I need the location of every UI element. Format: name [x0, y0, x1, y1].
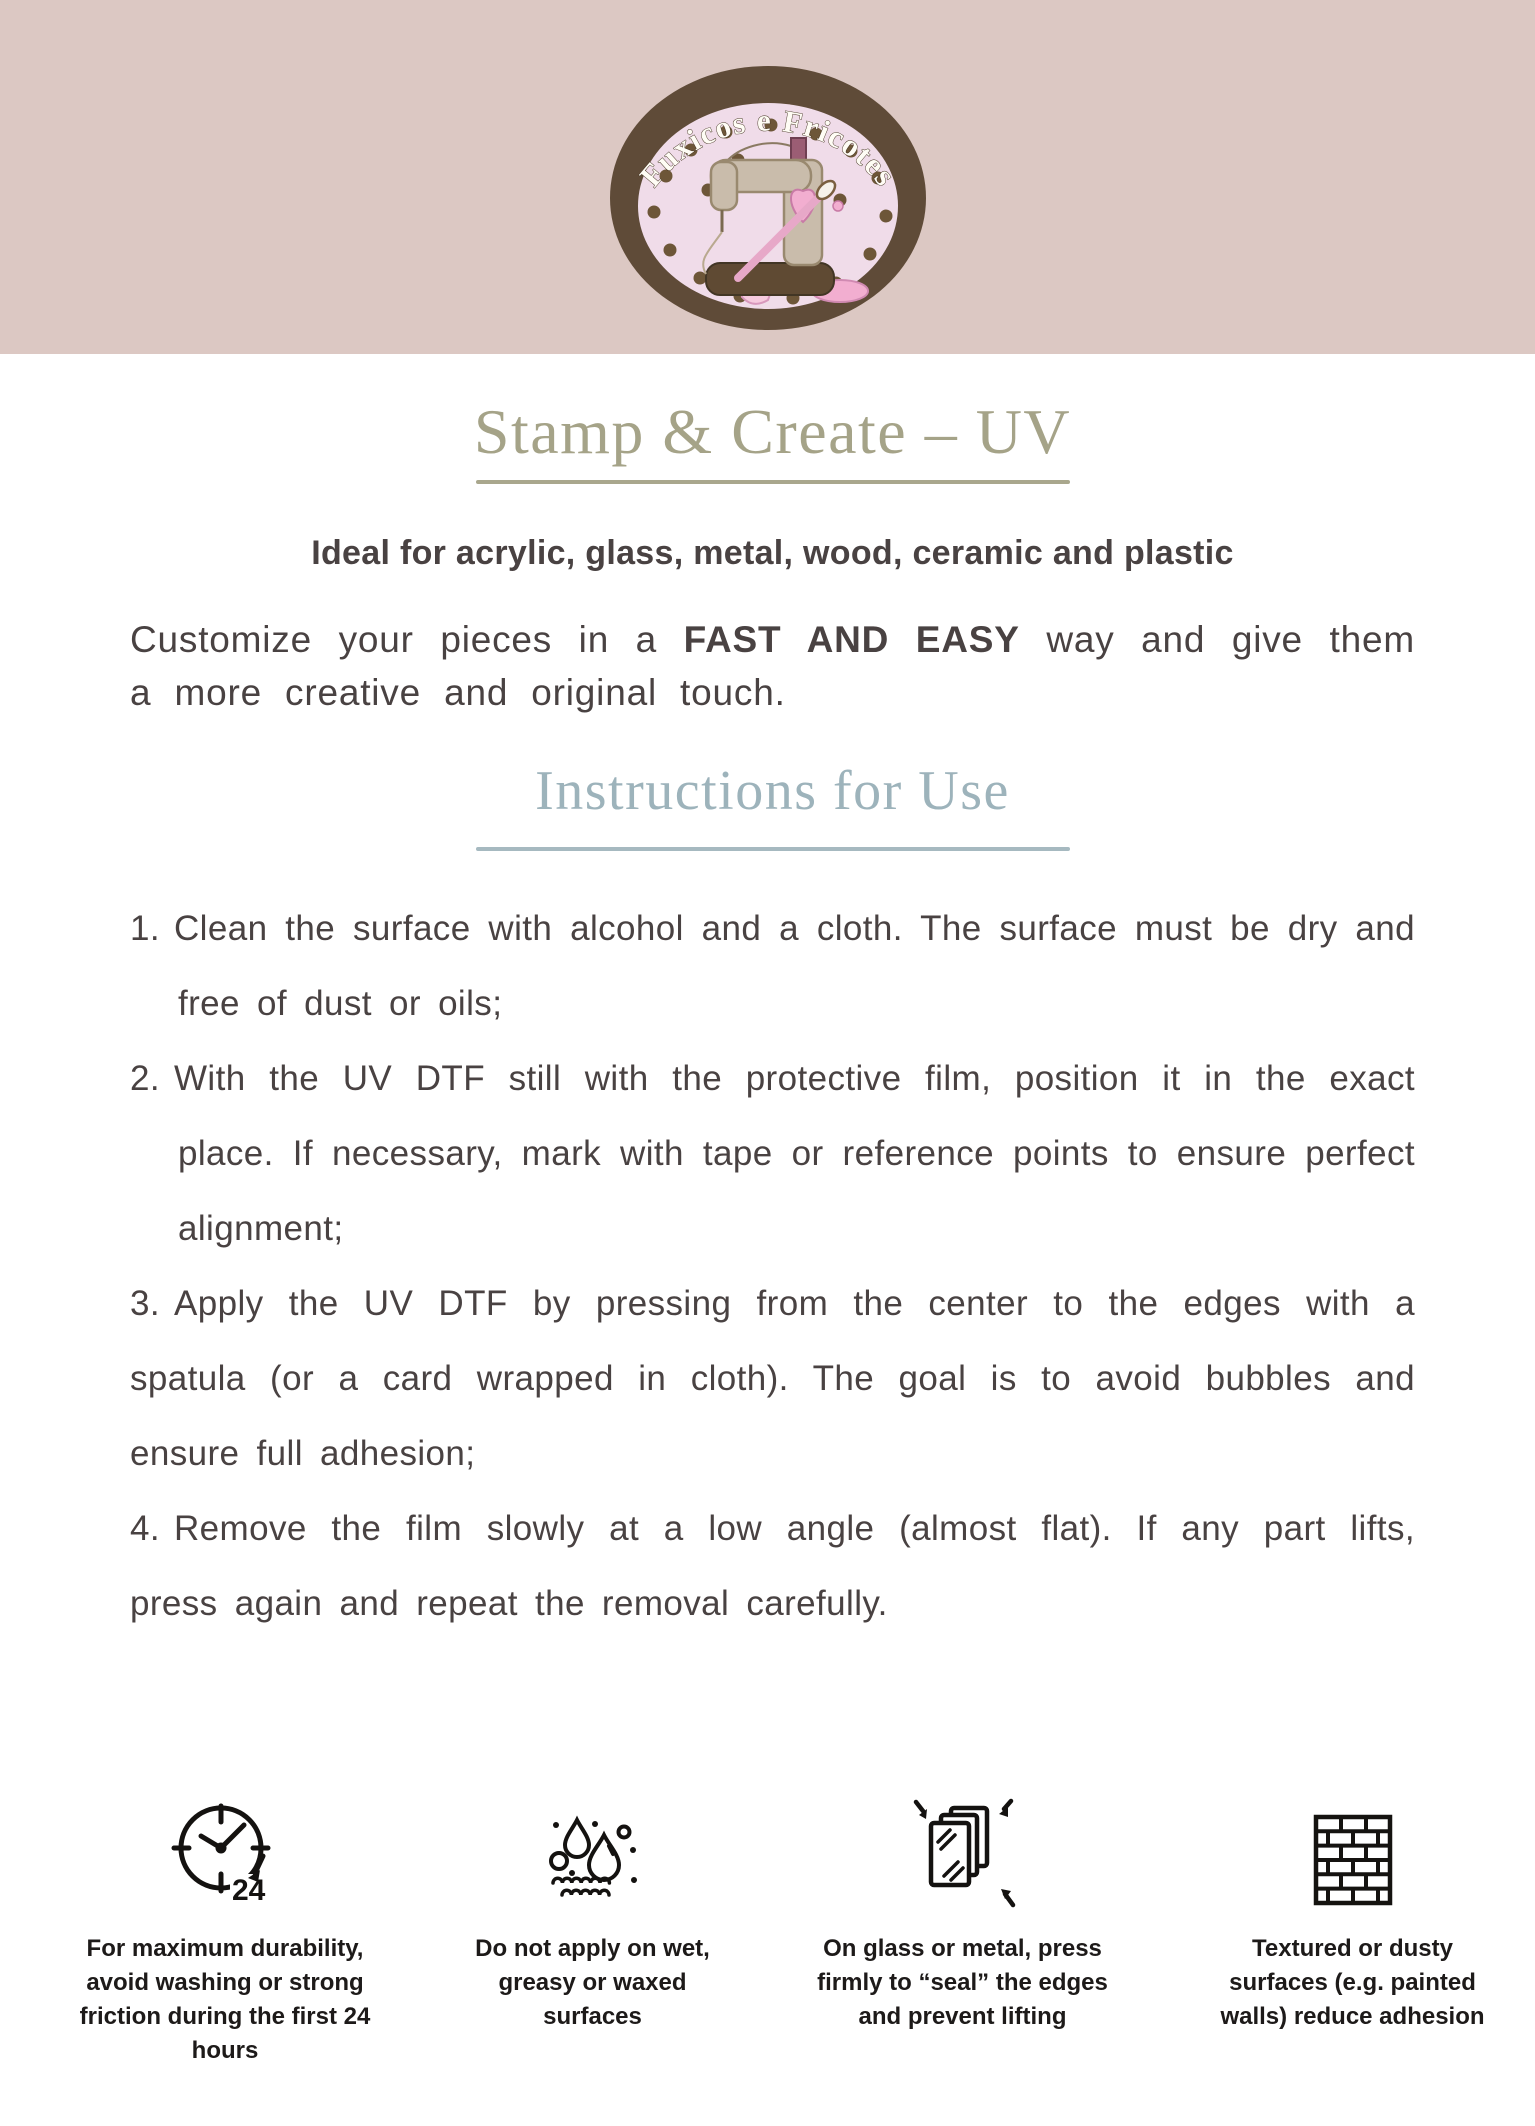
care-caption: Do not apply on wet, greasy or waxed surfaces: [475, 1935, 710, 2030]
brick-wall-icon: [1307, 1810, 1399, 1910]
glass-panels-icon: [907, 1798, 1019, 1910]
care-item-durability: [75, 1788, 375, 2068]
instructions-heading: Instructions for Use: [535, 760, 1010, 822]
clock-24-label: 24: [232, 1874, 266, 1907]
instructions-list: [130, 891, 1415, 1641]
care-item-wet-surfaces: [460, 1788, 725, 2068]
brand-name: Fuxicos e Fricotes: [632, 102, 904, 193]
instructions-underline: [476, 847, 1070, 851]
intro-text-post: way and give them a more creative and original touch.: [130, 619, 1415, 713]
subtitle: Ideal for acrylic, glass, metal, wood, ceramic and plastic: [311, 534, 1234, 572]
care-caption: On glass or metal, press firmly to “seal” the edges and prevent lifting: [817, 1935, 1108, 2030]
main-content: [0, 396, 1535, 1641]
title-underline: [476, 480, 1070, 484]
care-item-glass-metal: [810, 1788, 1115, 2068]
care-icons-row: [0, 1788, 1535, 2068]
list-item-text: Clean the surface with alcohol and a cloth. The surface must be dry and free of dust or oils;: [174, 909, 1415, 1023]
list-item-number: 1.: [130, 909, 160, 948]
page-title: Stamp & Create – UV: [473, 396, 1072, 467]
list-item-number: 2.: [130, 1059, 160, 1098]
brand-logo: [588, 50, 948, 342]
list-item-number: 4.: [130, 1509, 160, 1548]
clock-24-icon: [166, 1798, 284, 1910]
list-item: [130, 1491, 1415, 1641]
list-item-number: 3.: [130, 1284, 160, 1323]
list-item: [130, 891, 1415, 1041]
list-item-text: With the UV DTF still with the protective film, position it in the exact place. If necessary, mark with tape or reference points to ensure perfect alignment;: [174, 1059, 1415, 1248]
list-item: [130, 1041, 1415, 1266]
care-item-textured-surfaces: [1200, 1788, 1505, 2068]
intro-paragraph: [130, 613, 1415, 719]
intro-text-pre: Customize your pieces in a: [130, 619, 684, 660]
list-item: [130, 1266, 1415, 1491]
intro-text-bold: FAST AND EASY: [683, 619, 1020, 660]
care-caption: For maximum durability, avoid washing or strong friction during the first 24 hours: [79, 1935, 371, 2064]
header-band: [0, 0, 1535, 354]
list-item-text: Apply the UV DTF by pressing from the center to the edges with a spatula (or a card wrapped in cloth). The goal is to avoid bubbles and ensure full adhesion;: [130, 1284, 1415, 1473]
water-drops-icon: [543, 1810, 643, 1910]
care-caption: Textured or dusty surfaces (e.g. painted walls) reduce adhesion: [1220, 1935, 1485, 2030]
list-item-text: Remove the film slowly at a low angle (almost flat). If any part lifts, press again and repeat the removal carefully.: [130, 1509, 1415, 1623]
